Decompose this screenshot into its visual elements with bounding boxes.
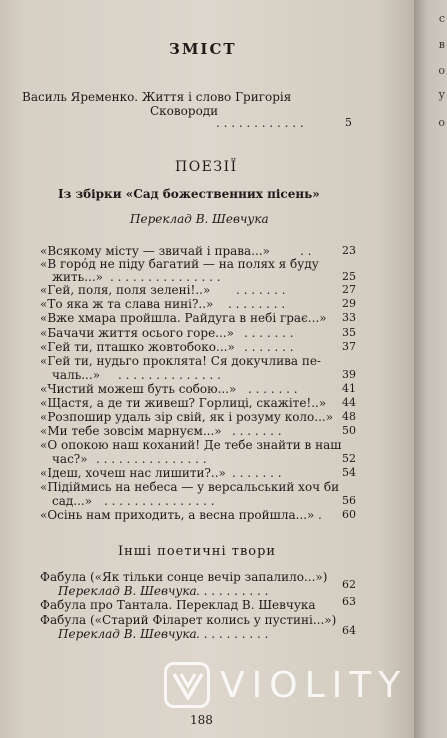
fable-line: Фабула («Старий Філарет колись у пустині...») bbox=[40, 613, 337, 627]
poem-page: 37 bbox=[342, 340, 356, 353]
poem-line: «Підіймись на небеса — у версальський хоч би bbox=[40, 480, 340, 494]
fragment: с bbox=[438, 12, 445, 25]
poem-line-cont: час?» bbox=[52, 452, 88, 466]
poem-page: 33 bbox=[342, 311, 356, 324]
intro-line1: Василь Яременко. Життя і слово Григорія bbox=[22, 90, 292, 104]
intro-line2: Сковороди bbox=[150, 104, 219, 118]
poem-line: «Чистий можеш буть собою...» bbox=[40, 382, 237, 396]
poem-line: «Вже хмара пройшла. Райдуга в небі грає...» bbox=[40, 311, 327, 325]
poem-line: «О опокою наш коханий! Де тебе знайти в наш bbox=[40, 438, 342, 452]
poem-line-cont: чаль...» bbox=[52, 368, 101, 382]
poem-page: 56 bbox=[342, 494, 356, 507]
poem-line: «В горόд не піду багатий — на полях я буду bbox=[40, 257, 319, 271]
intro-dots: . . . . . . . . . . . . bbox=[216, 116, 304, 130]
fragment: у bbox=[438, 88, 445, 101]
section-other: Інші поетичні твори bbox=[118, 544, 277, 559]
poem-page: 44 bbox=[342, 396, 356, 409]
poem-page: 41 bbox=[342, 382, 356, 395]
fable-translator: Переклад В. Шевчука bbox=[58, 584, 197, 598]
page-number: 188 bbox=[190, 713, 213, 727]
fragment: о bbox=[438, 116, 445, 129]
book-page: ЗМІСТ Василь Яременко. Життя і слово Григорія Сковороди . . . . . . . . . . . . 5 ПОЕЗІЇ Із збірки «Сад божественних пісень» Переклад В. Шевчука «Всякому місту — звичай і права...» . . 23 «В горόд не піду багатий — на полях я буду жить...» . . . . . . . . . . . . . . . 25 «Гей, поля, поля зелені!..» . . . . . . . 27 «То яка ж та слава нині?..» . . . . . . . . 29 «Вже хмара пройшла. Райдуга в небі грає...» 33 «Бачачи життя осього горе...» . . . . . . . 35 «Гей ти, пташко жовтобоко...» . . . . . . . 37 «Гей ти, нудьго проклята! Ся докучлива пе- чаль...» . . . . . . . . . . . . . . 39 «Чистий можеш буть собою...» . . . . . . . 41 «Щастя, а де ти живеш? Горлиці, скажіте!..» 44 «Розпошир удаль зір свій, як і розуму коло...» 48 «Ми тебе зовсім марнуєм...» . . . . . . . 50 «О опокою наш коханий! Де тебе знайти в наш час?» . . . . . . . . . . . . . . . 52 «Ідеш, хочеш нас лишити?..» . . . . . . . 54 «Підіймись на небеса — у версальський хоч би сад...» . . . . . . . . . . . . . . . 56 «Осінь нам приходить, а весна пройшла...» . 60 Інші поетичні твори Фабула («Як тільки сонце вечір запалило...») Переклад В. Шевчука . . . . . . . . . . 62 Фабула про Тантала. Переклад В. Шевчука 63 Фабула («Старий Філарет колись у пустині...») Переклад В. Шевчука . . . . . . . . . . 64 188 VIOLITY bbox=[0, 0, 414, 738]
section-poetry: ПОЕЗІЇ bbox=[175, 159, 238, 175]
poem-line: «Осінь нам приходить, а весна пройшла...» bbox=[40, 508, 315, 522]
fable-page: 64 bbox=[342, 624, 356, 637]
poem-line: «Ми тебе зовсім марнуєм...» bbox=[40, 424, 222, 438]
fragment: в bbox=[438, 38, 445, 51]
poem-line: «Всякому місту — звичай і права...» bbox=[40, 244, 270, 258]
poem-line-cont: сад...» bbox=[52, 494, 93, 508]
poem-page: 23 bbox=[342, 244, 356, 257]
poem-page: 48 bbox=[342, 410, 356, 423]
poem-line: «Гей ти, нудьго проклята! Ся докучлива пе- bbox=[40, 354, 321, 368]
poem-line: «Гей, поля, поля зелені!..» bbox=[40, 283, 211, 297]
fragment: о bbox=[438, 64, 445, 77]
poem-page: 29 bbox=[342, 297, 356, 310]
watermark bbox=[164, 662, 407, 708]
poem-page: 25 bbox=[342, 270, 356, 283]
translator-1: Переклад В. Шевчука bbox=[130, 212, 269, 226]
poem-line-cont: жить...» bbox=[52, 270, 103, 284]
poem-line: «Ідеш, хочеш нас лишити?..» bbox=[40, 466, 226, 480]
poem-line: «Розпошир удаль зір свій, як і розуму коло...» bbox=[40, 410, 334, 424]
poem-page: 27 bbox=[342, 283, 356, 296]
poem-page: 39 bbox=[342, 368, 356, 381]
fable-translator: Переклад В. Шевчука bbox=[58, 627, 197, 641]
poem-line: «Бачачи життя осього горе...» bbox=[40, 326, 234, 340]
poem-page: 52 bbox=[342, 452, 356, 465]
watermark-text: VIOLITY bbox=[220, 664, 408, 706]
fable-line: Фабула про Тантала. Переклад В. Шевчука bbox=[40, 598, 316, 612]
collection-title: Із збірки «Сад божественних пісень» bbox=[58, 187, 320, 201]
violity-logo-icon bbox=[164, 662, 210, 708]
adjacent-page-edge bbox=[414, 0, 447, 738]
fable-page: 63 bbox=[342, 595, 356, 608]
toc-title: ЗМІСТ bbox=[169, 40, 237, 58]
poem-line: «То яка ж та слава нині?..» bbox=[40, 297, 214, 311]
poem-line: «Гей ти, пташко жовтобоко...» bbox=[40, 340, 235, 354]
intro-page: 5 bbox=[345, 116, 352, 129]
poem-page: 54 bbox=[342, 466, 356, 479]
poem-page: 60 bbox=[342, 508, 356, 521]
fable-page: 62 bbox=[342, 578, 356, 591]
poem-page: 35 bbox=[342, 326, 356, 339]
fable-line: Фабула («Як тільки сонце вечір запалило...») bbox=[40, 570, 328, 584]
poem-line: «Щастя, а де ти живеш? Горлиці, скажіте!..» bbox=[40, 396, 327, 410]
poem-page: 50 bbox=[342, 424, 356, 437]
